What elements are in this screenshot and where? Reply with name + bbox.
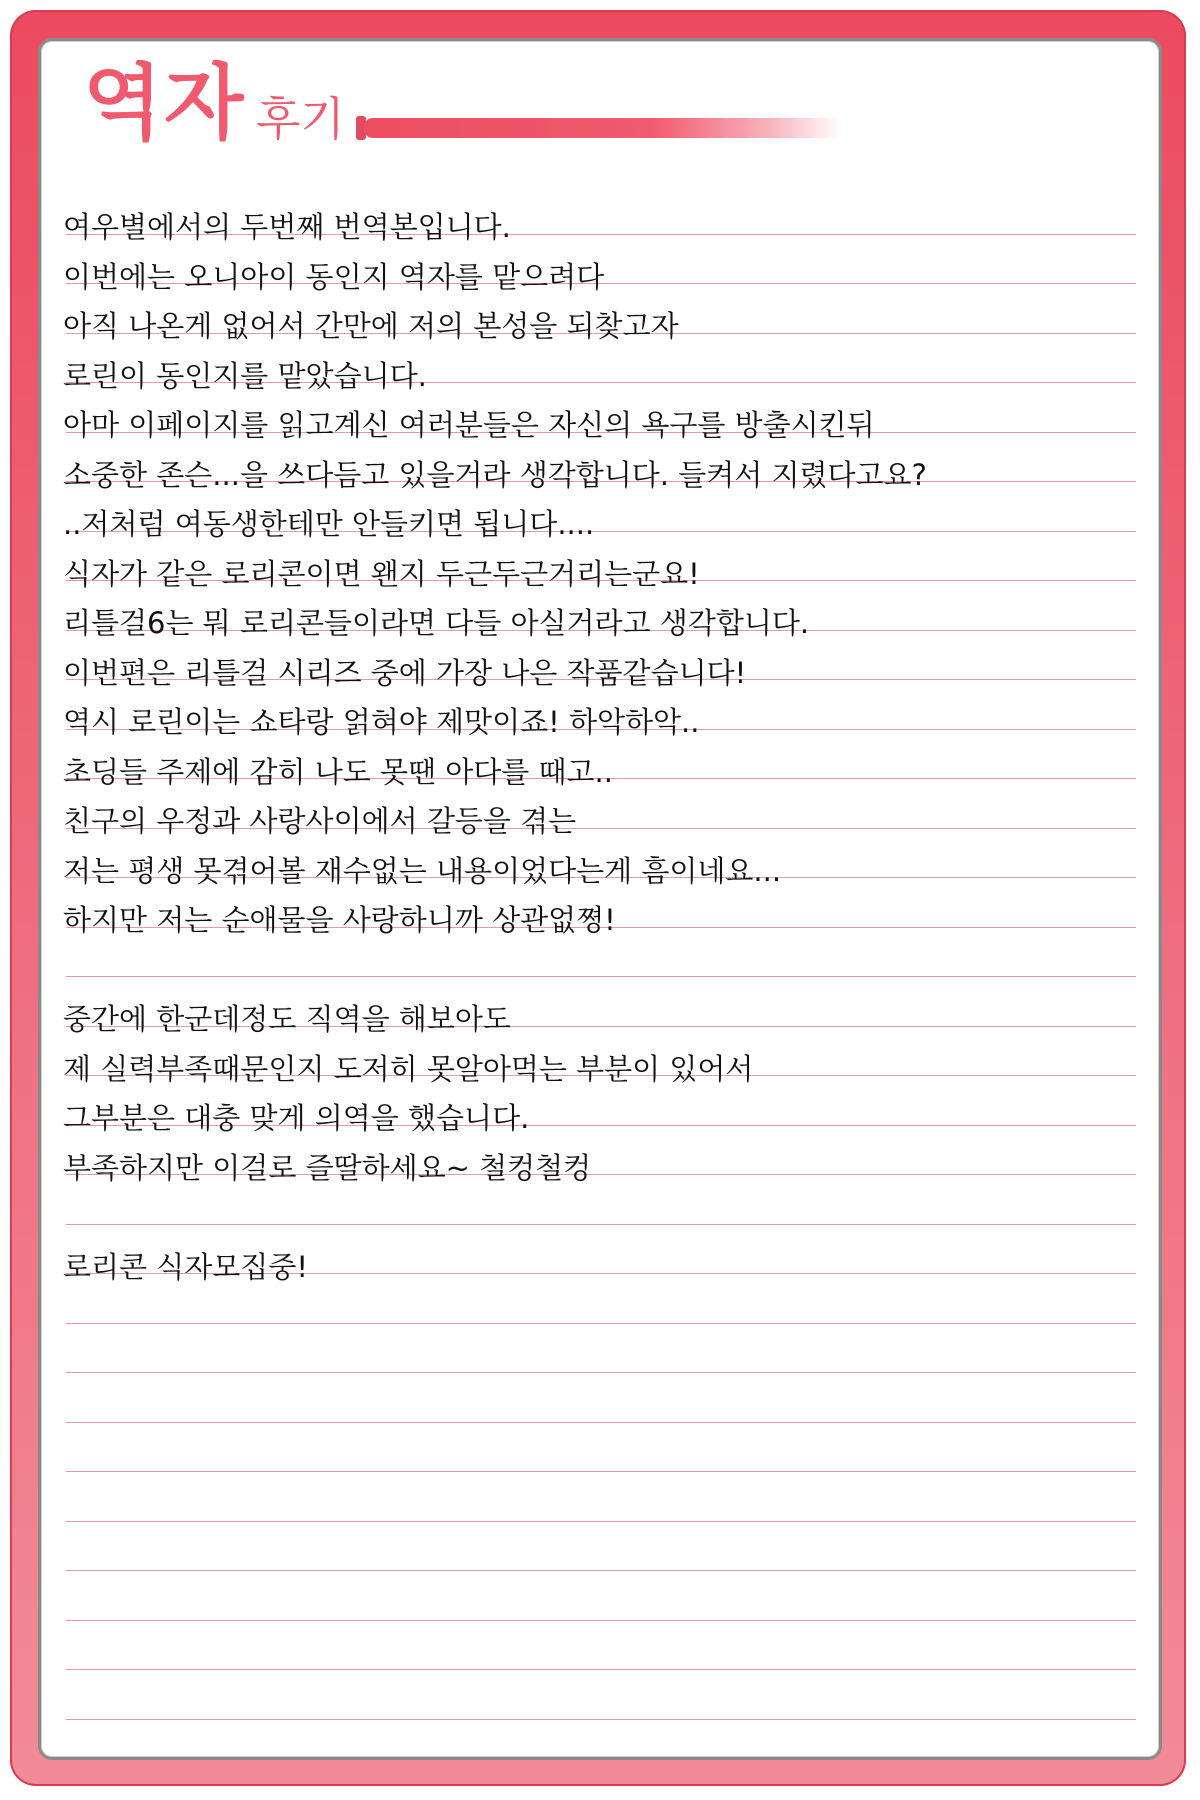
text-line: 제 실력부족때문인지 도저히 못알아먹는 부분이 있어서 bbox=[63, 1051, 754, 1086]
ruled-line bbox=[66, 1324, 1136, 1374]
translator-notes bbox=[63, 203, 1123, 1292]
ruled-line bbox=[66, 1571, 1136, 1621]
title-main: 역자 bbox=[83, 56, 246, 151]
title-sub: 후기 bbox=[256, 92, 345, 146]
ruled-line bbox=[66, 1621, 1136, 1671]
ruled-line bbox=[66, 1423, 1136, 1473]
page-frame bbox=[10, 10, 1186, 1786]
ruled-line bbox=[66, 1472, 1136, 1522]
text-line: 하지만 저는 순애물을 사랑하니까 상관없쪙! bbox=[63, 903, 616, 937]
text-line: ..저처럼 여동생한테만 안들키면 됩니다.... bbox=[63, 507, 595, 541]
ruled-line bbox=[66, 1522, 1136, 1572]
lined-paper bbox=[38, 38, 1162, 1760]
text-line: 로린이 동인지를 맡았습니다. bbox=[63, 358, 427, 393]
text-line: 중간에 한군데정도 직역을 해보아도 bbox=[63, 1002, 511, 1036]
text-line: 친구의 우정과 사랑사이에서 갈등을 겪는 bbox=[63, 804, 577, 838]
text-line bbox=[63, 946, 1123, 996]
title-underline-bar bbox=[363, 118, 843, 138]
text-line: 역시 로린이는 쇼타랑 얽혀야 제맛이죠! 하악하악.. bbox=[63, 705, 700, 739]
text-line: 식자가 같은 로리콘이면 왠지 두근두근거리는군요! bbox=[63, 556, 700, 591]
text-line: 리틀걸6는 뭐 로리콘들이라면 다들 아실거라고 생각합니다. bbox=[63, 606, 810, 640]
text-line: 부족하지만 이걸로 즐딸하세요~ 철컹철컹 bbox=[63, 1150, 592, 1185]
text-line bbox=[63, 1193, 1123, 1243]
text-line: 로리콘 식자모집중! bbox=[63, 1249, 308, 1284]
text-line: 여우별에서의 두번째 번역본입니다. bbox=[63, 210, 511, 244]
text-line: 초딩들 주제에 감히 나도 못땐 아다를 때고.. bbox=[63, 754, 613, 789]
text-line: 이번편은 리틀걸 시리즈 중에 가장 나은 작품같습니다! bbox=[63, 655, 747, 690]
ruled-line bbox=[66, 1373, 1136, 1423]
text-line: 그부분은 대충 맞게 의역을 했습니다. bbox=[63, 1101, 530, 1135]
text-line: 이번에는 오니아이 동인지 역자를 맡으려다 bbox=[63, 259, 605, 294]
text-line: 아직 나온게 없어서 간만에 저의 본성을 되찾고자 bbox=[63, 309, 679, 343]
ruled-line bbox=[66, 1670, 1136, 1720]
text-line: 아마 이페이지를 읽고계신 여러분들은 자신의 욕구를 방출시킨뒤 bbox=[63, 408, 875, 442]
text-line: 소중한 존슨...을 쓰다듬고 있을거라 생각합니다. 들켜서 지렸다고요? bbox=[63, 457, 927, 492]
text-line: 저는 평생 못겪어볼 재수없는 내용이었다는게 흠이네요... bbox=[63, 853, 782, 888]
